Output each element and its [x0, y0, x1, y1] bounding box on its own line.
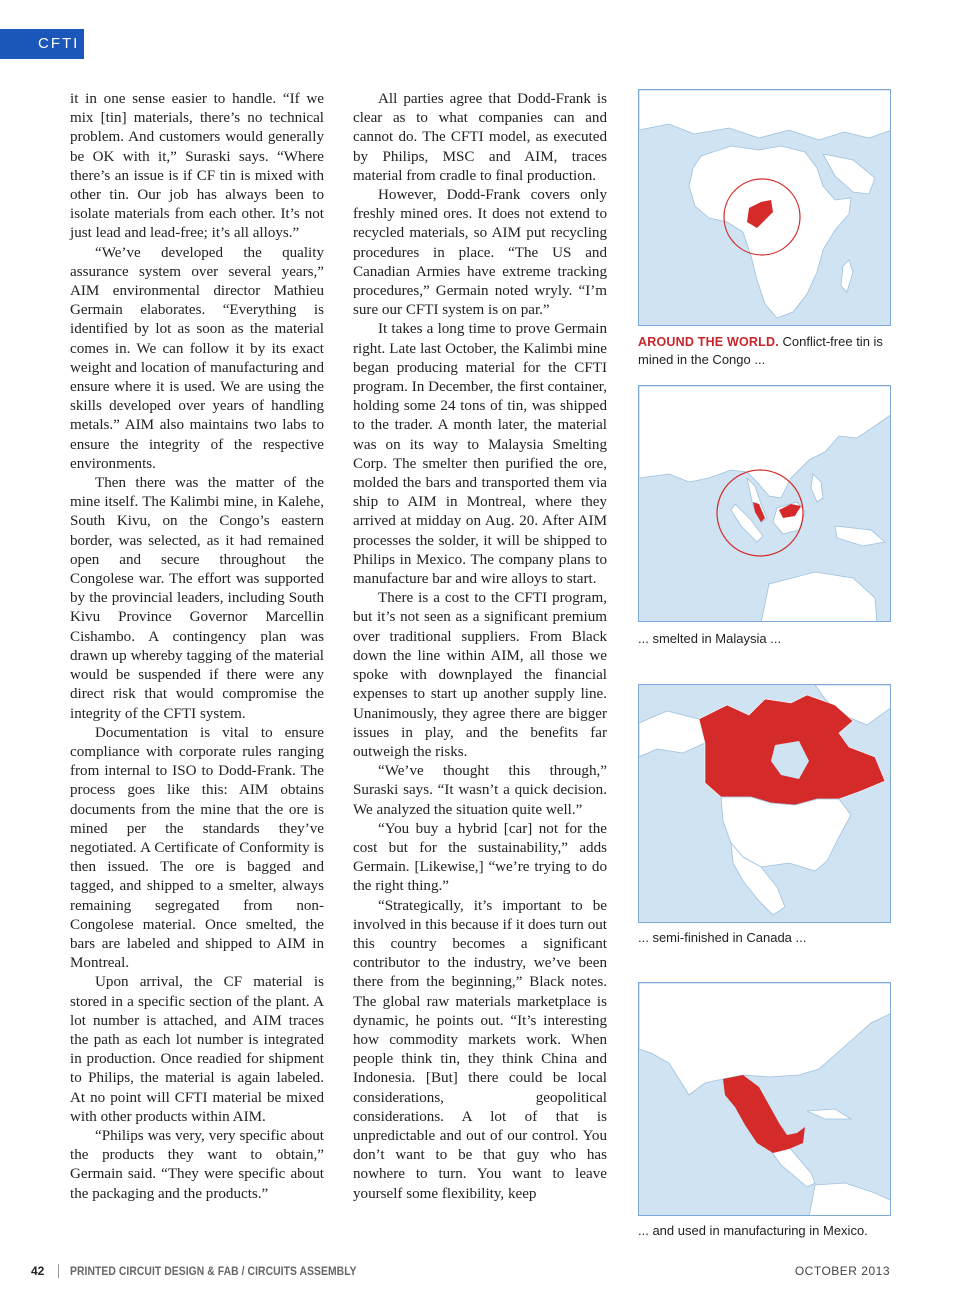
- article-column-2: [353, 90, 607, 1204]
- paragraph: “Strategically, it’s important to be involved in this because if it does turn out this country becomes a significant contributor to the industry, we’ve been there from the beginning,” Black notes. The global raw materials marketplace is dynamic, he points out. “It’s interesting how commodity markets work. When people think tin, they think China and Indonesia. [But] there could be local considerations, geopolitical considerations. A lot of that is unpredictable and out of our control. You don’t want to be that guy who has nowhere to turn. You want to leave yourself some flexibility, keep: [353, 897, 607, 1202]
- cuba: [807, 1109, 851, 1119]
- paragraph: “We’ve developed the quality assurance system over several years,” AIM environmental director Mathieu Germain elaborates. “Everything is identified by lot as soon as the material comes in. We can follow it by its exact weight and location of manufacturing and ensure where it is used. We are using the skills developed over years of handling metals.” AIM also maintains two labs to ensure the integrity of the respective environments.: [70, 244, 324, 472]
- arabia-landmass: [823, 154, 875, 194]
- caption-lead: AROUND THE WORLD.: [638, 335, 779, 349]
- caption-text: ... semi-finished in Canada ...: [638, 930, 807, 945]
- mexico-highlight: [723, 1075, 805, 1153]
- map-caption-4: [638, 1222, 900, 1239]
- page-number: 42: [31, 1264, 45, 1278]
- new-guinea: [835, 526, 885, 546]
- map-caption-3: [638, 929, 900, 946]
- publication-name: PRINTED CIRCUIT DESIGN & FAB / CIRCUITS ASSEMBLY: [70, 1264, 357, 1278]
- paragraph: There is a cost to the CFTI program, but it’s not seen as a significant premium over traditional suppliers. From Black down the line within AIM, all those we spoke with downplayed the financial expenses to start up another supply line. Unanimously, they agree there are bigger issues in play, and the benefits far outweigh the risks.: [353, 590, 607, 760]
- paragraph: All parties agree that Dodd-Frank is clear as to what companies can and cannot do. The CFTI model, as executed by Philips, MSC and AIM, traces material from cradle to final production.: [353, 91, 607, 184]
- madagascar: [841, 260, 853, 292]
- north-america-landmass: [639, 983, 891, 1095]
- southeast-asia-map: [638, 385, 891, 622]
- footer-divider: [58, 1264, 59, 1278]
- south-america: [809, 1183, 891, 1216]
- australia-landmass: [761, 572, 877, 622]
- asia-landmass: [639, 386, 891, 498]
- mexico-map: [638, 982, 891, 1216]
- north-america-map: [638, 684, 891, 923]
- paragraph: “Philips was very, very specific about the products they want to obtain,” Germain said. “They were specific about the packaging and the products.”: [70, 1127, 324, 1202]
- article-column-1: [70, 90, 324, 1204]
- mexico-map-svg: [639, 983, 891, 1216]
- map-caption-2: [638, 630, 900, 647]
- paragraph: “We’ve thought this through,” Suraski says. “It wasn’t a quick decision. We analyzed the situation quite well.”: [353, 763, 607, 818]
- paragraph: Upon arrival, the CF material is stored in a specific section of the plant. A lot number is attached, and AIM traces the path as each lot number is integrated in production. Once readied for shipment to Philips, the material is again labeled. At no point will CFTI material be mixed with other products within AIM.: [70, 974, 324, 1125]
- africa-map: [638, 89, 891, 326]
- map-caption-1: [638, 333, 900, 368]
- philippines: [811, 474, 823, 502]
- caption-text: ... and used in manufacturing in Mexico.: [638, 1223, 868, 1238]
- paragraph: “You buy a hybrid [car] not for the cost but for the sustainability,” adds Germain. [Likewise,] “we’re trying to do the right thing.”: [353, 820, 607, 895]
- caption-text: Conflict-free tin is mined in the Congo ...: [638, 334, 883, 367]
- issue-date: OCTOBER 2013: [794, 1264, 890, 1278]
- africa-map-svg: [639, 90, 891, 326]
- central-america: [771, 1147, 815, 1187]
- alaska: [639, 711, 705, 757]
- paragraph: Documentation is vital to ensure compliance with corporate rules ranging from internal to ISO to Dodd-Frank. The process goes like this: AIM obtains documents from the mine that the ore is mined per the standards they’ve negotiated. A Certificate of Conformity is then issued. The ore is bagged and tagged, and shipped to a smelter, always remaining segregated from non-Congolese material. Once smelted, the bars are labeled and shipped to AIM in Montreal.: [70, 724, 324, 972]
- paragraph: It takes a long time to prove Germain right. Late last October, the Kalimbi mine began producing material for the CFTI program. In December, the first container, holding some 24 tons of tin, was shipped to the trader. A month later, the material was on its way to Malaysia Smelting Corp. The smelter then purified the ore, molded the bars and transported them via ship to AIM in Montreal, where they arrived at midday on Aug. 20. After AIM processes the solder, it will be shipped to Philips in Mexico. The company plans to manufacture bar and wire alloys to start.: [353, 321, 607, 588]
- paragraph: Then there was the matter of the mine itself. The Kalimbi mine, in Kalehe, South Kivu, on the Congo’s eastern border, was selected, as it had remained open and secure throughout the Congolese war. The effort was supported by the provincial leaders, including South Kivu Province Governor Marcellin Cishambo. A contingency plan was drawn up whereby tagging of the material would be suspended if there were any direct risk that would compromise the integrity of the CFTI system.: [70, 475, 324, 722]
- north-america-map-svg: [639, 685, 891, 923]
- africa-landmass: [689, 146, 851, 318]
- section-tab: CFTI: [0, 29, 84, 59]
- page-footer: [0, 1263, 960, 1279]
- southeast-asia-map-svg: [639, 386, 891, 622]
- caption-text: ... smelted in Malaysia ...: [638, 631, 782, 646]
- paragraph: it in one sense easier to handle. “If we mix [tin] materials, there’s no technical problem. And customers would generally be OK with it,” Suraski says. “Where there’s an issue is if CF tin is mixed with other tin. Our job has always been to isolate materials from each other. It’s not just lead and lead-free; it’s all alloys.”: [70, 91, 324, 242]
- europe-landmass: [639, 90, 891, 140]
- paragraph: However, Dodd-Frank covers only freshly mined ores. It does not extend to recycled materials, so AIM put recycling procedures in place. “The US and Canadian Armies have extreme tracking procedures,” Germain noted wryly. “I’m sure our CFTI system is on par.”: [353, 187, 607, 319]
